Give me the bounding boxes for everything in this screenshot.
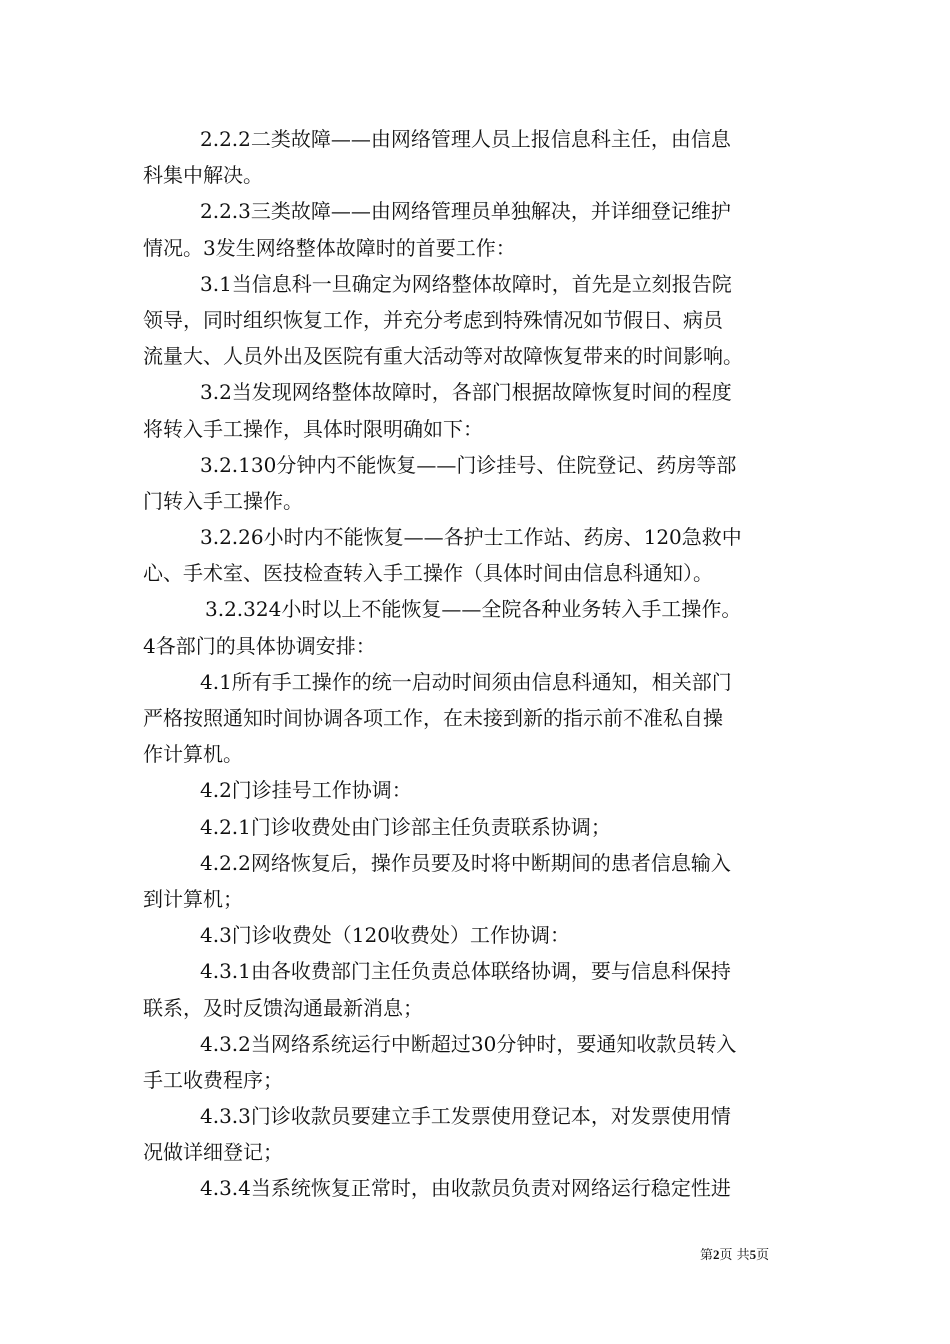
paragraph-line: 4.2.2网络恢复后，操作员要及时将中断期间的患者信息输入 xyxy=(200,850,731,875)
footer-current-page: 2 xyxy=(713,1247,720,1262)
footer-middle: 页 共 xyxy=(719,1248,750,1263)
paragraph-line: 况做详细登记； xyxy=(143,1140,283,1165)
paragraph-line: 4各部门的具体协调安排： xyxy=(143,633,376,658)
paragraph-line: 作计算机。 xyxy=(143,742,243,767)
paragraph-line: 3.2当发现网络整体故障时，各部门根据故障恢复时间的程度 xyxy=(200,380,732,405)
paragraph-line: 流量大、人员外出及医院有重大活动等对故障恢复带来的时间影响。 xyxy=(143,344,743,369)
paragraph-line: 4.2.1门诊收费处由门诊部主任负责联系协调； xyxy=(200,814,611,839)
paragraph-line: 将转入手工操作，具体时限明确如下： xyxy=(143,416,483,441)
paragraph-line: 到计算机； xyxy=(143,886,243,911)
paragraph-line: 3.2.26小时内不能恢复——各护士工作站、药房、120急救中 xyxy=(200,525,742,550)
paragraph-line: 4.3门诊收费处（120收费处）工作协调： xyxy=(200,923,570,948)
paragraph-line: 情况。3发生网络整体故障时的首要工作： xyxy=(143,235,516,260)
document-body xyxy=(143,121,813,1207)
footer-total-pages: 5 xyxy=(749,1247,757,1262)
paragraph-line: 手工收费程序； xyxy=(143,1067,283,1092)
paragraph-line: 3.1当信息科一旦确定为网络整体故障时，首先是立刻报告院 xyxy=(200,271,732,296)
paragraph-line: 2.2.2二类故障——由网络管理人员上报信息科主任，由信息 xyxy=(200,127,731,151)
paragraph-line: 严格按照通知时间协调各项工作，在未接到新的指示前不准私自操 xyxy=(143,706,723,730)
paragraph-line: 门转入手工操作。 xyxy=(143,488,303,513)
paragraph-line: 科集中解决。 xyxy=(143,163,263,188)
paragraph-line: 4.3.4当系统恢复正常时，由收款员负责对网络运行稳定性进 xyxy=(200,1176,731,1201)
paragraph-line: 心、手术室、医技检查转入手工操作（具体时间由信息科通知）。 xyxy=(143,561,713,586)
paragraph-line: 4.2门诊挂号工作协调： xyxy=(200,778,412,803)
paragraph-line: 联系，及时反馈沟通最新消息； xyxy=(143,995,423,1020)
page-footer xyxy=(700,1247,769,1264)
paragraph-line: 3.2.130分钟内不能恢复——门诊挂号、住院登记、药房等部 xyxy=(200,452,737,477)
paragraph-line: 4.1所有手工操作的统一启动时间须由信息科通知，相关部门 xyxy=(200,669,732,694)
paragraph-line: 领导，同时组织恢复工作，并充分考虑到特殊情况如节假日、病员 xyxy=(143,307,723,332)
paragraph-line: 4.3.3门诊收款员要建立手工发票使用登记本，对发票使用情 xyxy=(200,1104,731,1129)
paragraph-line: 2.2.3三类故障——由网络管理员单独解决，并详细登记维护 xyxy=(200,199,731,224)
footer-prefix: 第 xyxy=(700,1248,714,1263)
paragraph-line: 3.2.324小时以上不能恢复——全院各种业务转入手工操作。 xyxy=(205,597,742,622)
paragraph-line: 4.3.1由各收费部门主任负责总体联络协调，要与信息科保持 xyxy=(200,959,731,984)
footer-suffix: 页 xyxy=(756,1248,770,1263)
paragraph-line: 4.3.2当网络系统运行中断超过30分钟时，要通知收款员转入 xyxy=(200,1031,737,1056)
